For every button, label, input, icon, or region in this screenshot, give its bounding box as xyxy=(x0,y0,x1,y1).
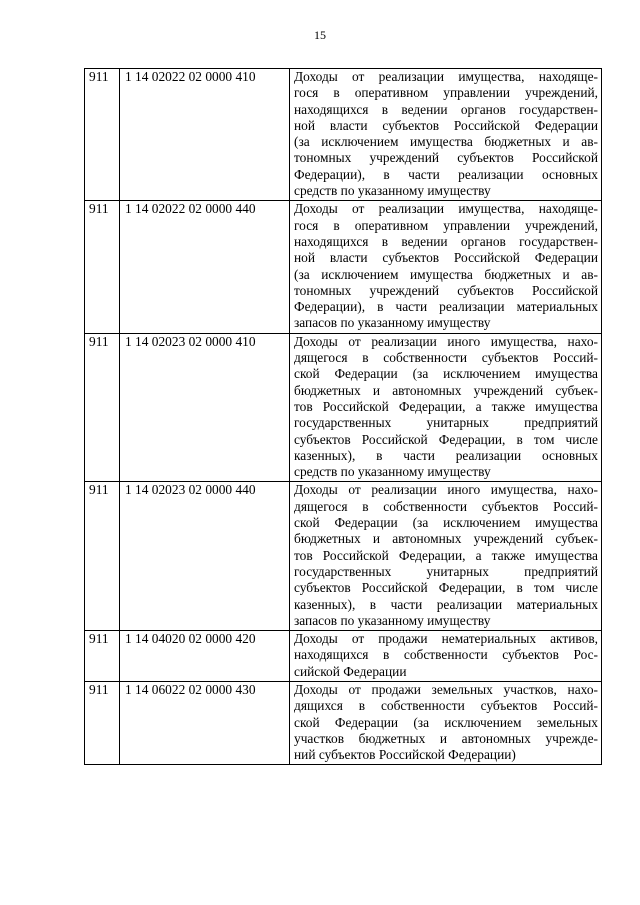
text-line: гося в оперативном управлении учреждений, xyxy=(294,85,598,101)
admin-code-cell: 911 xyxy=(85,681,120,764)
text-line: государственных унитарных предприятий xyxy=(294,415,598,431)
revenue-name-cell xyxy=(290,631,602,682)
admin-code-cell: 911 xyxy=(85,201,120,333)
text-line: дящегося в собственности субъектов Россий- xyxy=(294,498,598,514)
table-row xyxy=(85,333,602,482)
kbk-code-cell: 1 14 06022 02 0000 430 xyxy=(120,681,290,764)
text-line: сийской Федерации xyxy=(294,663,407,679)
text-line: находящихся в ведении органов государствен- xyxy=(294,101,598,117)
text-line: запасов по указанному имуществу xyxy=(294,612,491,628)
admin-code-cell: 911 xyxy=(85,69,120,201)
text-line: Доходы от реализации имущества, находяще- xyxy=(294,69,598,84)
text-line: казенных), в части реализации материальных xyxy=(294,596,598,612)
text-line: Доходы от реализации иного имущества, нахо- xyxy=(294,333,598,349)
table-row xyxy=(85,482,602,631)
revenue-name-cell xyxy=(290,333,602,482)
text-line: государственных унитарных предприятий xyxy=(294,563,598,579)
text-line: находящихся в ведении органов государствен- xyxy=(294,233,598,249)
text-line: Доходы от реализации имущества, находяще- xyxy=(294,201,598,217)
revenue-name-cell xyxy=(290,69,602,201)
text-line: ной власти субъектов Российской Федерации xyxy=(294,117,598,133)
admin-code-cell: 911 xyxy=(85,631,120,682)
kbk-code-cell: 1 14 02022 02 0000 440 xyxy=(120,201,290,333)
table-row xyxy=(85,631,602,682)
revenue-name-cell xyxy=(290,201,602,333)
text-line: тов Российской Федерации, а также имущества xyxy=(294,547,598,563)
text-line: ний субъектов Российской Федерации) xyxy=(294,747,516,763)
text-line: участков бюджетных и автономных учрежде- xyxy=(294,730,598,746)
revenue-codes-table xyxy=(84,68,602,765)
text-line: Доходы от продажи нематериальных активов, xyxy=(294,631,598,647)
kbk-code-cell: 1 14 02023 02 0000 440 xyxy=(120,482,290,631)
text-line: дящихся в собственности субъектов Россий- xyxy=(294,698,598,714)
text-line: ной власти субъектов Российской Федерации xyxy=(294,250,598,266)
table-body xyxy=(85,69,602,765)
text-line: субъектов Российской Федерации, в том числе xyxy=(294,580,598,596)
text-line: ской Федерации (за исключением имущества xyxy=(294,515,598,531)
admin-code-cell: 911 xyxy=(85,333,120,482)
text-line: гося в оперативном управлении учреждений, xyxy=(294,217,598,233)
text-line: Федерации), в части реализации основных xyxy=(294,166,598,182)
text-line: тономных учреждений субъектов Российской xyxy=(294,282,598,298)
text-line: бюджетных и автономных учреждений субъек- xyxy=(294,382,598,398)
text-line: запасов по указанному имуществу xyxy=(294,315,491,331)
kbk-code-cell: 1 14 04020 02 0000 420 xyxy=(120,631,290,682)
text-line: субъектов Российской Федерации, в том числе xyxy=(294,431,598,447)
text-line: средств по указанному имуществу xyxy=(294,464,491,480)
revenue-name-cell xyxy=(290,482,602,631)
text-line: средств по указанному имуществу xyxy=(294,183,491,199)
text-line: (за исключением имущества бюджетных и ав- xyxy=(294,134,598,150)
text-line: казенных), в части реализации основных xyxy=(294,447,598,463)
page-number: 15 xyxy=(314,28,326,42)
text-line: тономных учреждений субъектов Российской xyxy=(294,150,598,166)
kbk-code-cell: 1 14 02023 02 0000 410 xyxy=(120,333,290,482)
admin-code-cell: 911 xyxy=(85,482,120,631)
text-line: тов Российской Федерации, а также имущества xyxy=(294,398,598,414)
text-line: бюджетных и автономных учреждений субъек- xyxy=(294,531,598,547)
table-row xyxy=(85,681,602,764)
text-line: ской Федерации (за исключением земельных xyxy=(294,714,598,730)
text-line: дящегося в собственности субъектов Россий- xyxy=(294,350,598,366)
text-line: (за исключением имущества бюджетных и ав- xyxy=(294,266,598,282)
text-line: Федерации), в части реализации материальных xyxy=(294,299,598,315)
table-row xyxy=(85,69,602,201)
text-line: ской Федерации (за исключением имущества xyxy=(294,366,598,382)
kbk-code-cell: 1 14 02022 02 0000 410 xyxy=(120,69,290,201)
revenue-name-cell xyxy=(290,681,602,764)
text-line: Доходы от продажи земельных участков, нахо- xyxy=(294,681,598,697)
table-row xyxy=(85,201,602,333)
text-line: находящихся в собственности субъектов Рос- xyxy=(294,647,598,663)
text-line: Доходы от реализации иного имущества, нахо- xyxy=(294,482,598,498)
